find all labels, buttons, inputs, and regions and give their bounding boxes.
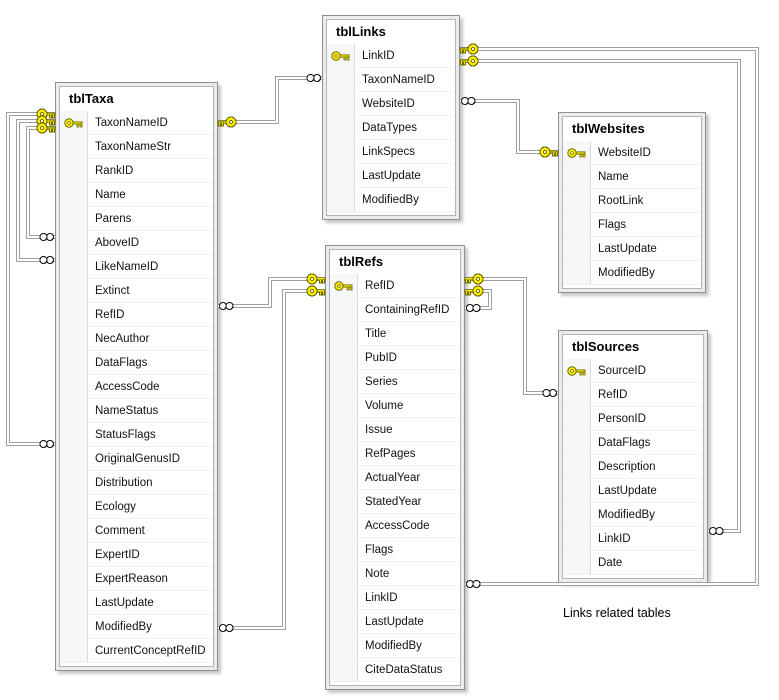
row-icon-cell <box>563 383 591 406</box>
field-name: Note <box>365 567 390 580</box>
field-row-AccessCode[interactable] <box>60 375 213 399</box>
field-name: DataFlags <box>95 356 148 369</box>
field-name: RefID <box>365 279 395 292</box>
row-icon-cell <box>330 466 358 489</box>
field-row-Flags[interactable] <box>330 538 460 562</box>
field-name: Volume <box>365 399 404 412</box>
row-icon-cell <box>60 423 88 446</box>
field-row-Series[interactable] <box>330 370 460 394</box>
field-row-RankID[interactable] <box>60 159 213 183</box>
field-name: LinkID <box>598 532 631 545</box>
field-row-LinkID[interactable] <box>330 586 460 610</box>
diagram-caption: Links related tables <box>563 606 671 620</box>
row-icon-cell <box>60 303 88 326</box>
relationship-line-inner <box>18 121 55 260</box>
field-name: TaxonNameStr <box>95 140 172 153</box>
row-icon-cell <box>60 543 88 566</box>
row-icon-cell <box>330 490 358 513</box>
field-row-ExpertReason[interactable] <box>60 567 213 591</box>
field-name: LinkID <box>362 49 395 62</box>
field-name: Issue <box>365 423 393 436</box>
primary-key-icon <box>563 141 591 164</box>
row-icon-cell <box>563 213 591 236</box>
field-row-Title[interactable] <box>330 322 460 346</box>
row-icon-cell <box>330 514 358 537</box>
row-icon-cell <box>60 159 88 182</box>
row-icon-cell <box>563 165 591 188</box>
field-row-LastUpdate[interactable] <box>60 591 213 615</box>
field-row-NecAuthor[interactable] <box>60 327 213 351</box>
field-row-ModifiedBy[interactable] <box>60 615 213 639</box>
field-rows <box>60 111 213 666</box>
table-title[interactable]: tblLinks <box>336 24 386 39</box>
field-row-Extinct[interactable] <box>60 279 213 303</box>
rel-taxa-links-taxonname[interactable] <box>218 75 322 128</box>
field-row-Ecology[interactable] <box>60 495 213 519</box>
rel-taxa-originalgenus-self[interactable] <box>8 109 55 448</box>
field-row-ModifiedBy[interactable] <box>330 634 460 658</box>
key-icon <box>37 109 55 119</box>
relationship-line-inner <box>28 128 55 237</box>
field-name: Distribution <box>95 476 153 489</box>
row-icon-cell <box>60 399 88 422</box>
field-rows <box>327 44 455 215</box>
field-row-LastUpdate[interactable] <box>563 237 701 261</box>
field-row-LastUpdate[interactable] <box>327 164 455 188</box>
field-name: WebsiteID <box>362 97 415 110</box>
row-icon-cell <box>563 237 591 260</box>
field-name: LastUpdate <box>365 615 424 628</box>
field-row-TaxonNameID[interactable] <box>327 68 455 92</box>
table-tblRefs[interactable] <box>325 245 465 690</box>
infinity-icon <box>467 305 481 312</box>
rel-refs-sources-refid[interactable] <box>465 274 558 397</box>
rel-refs-taxa-refid[interactable] <box>218 274 325 310</box>
field-row-OriginalGenusID[interactable] <box>60 447 213 471</box>
field-row-PubID[interactable] <box>330 346 460 370</box>
field-row-WebsiteID[interactable] <box>563 141 701 165</box>
field-row-Volume[interactable] <box>330 394 460 418</box>
field-name: Series <box>365 375 398 388</box>
row-icon-cell <box>563 407 591 430</box>
infinity-icon <box>40 441 54 448</box>
row-icon-cell <box>563 455 591 478</box>
rel-refs-containingref-self[interactable] <box>465 286 490 312</box>
field-rows <box>563 141 701 288</box>
field-name: StatedYear <box>365 495 422 508</box>
relationship-line-inner <box>218 78 322 122</box>
field-name: ActualYear <box>365 471 421 484</box>
field-name: DataFlags <box>598 436 651 449</box>
field-name: StatusFlags <box>95 428 156 441</box>
field-name: Title <box>365 327 387 340</box>
row-icon-cell <box>327 188 355 211</box>
field-row-ExpertID[interactable] <box>60 543 213 567</box>
field-rows <box>563 359 703 578</box>
table-tblTaxa[interactable] <box>55 82 218 671</box>
field-row-Date[interactable] <box>563 551 703 575</box>
field-row-ModifiedBy[interactable] <box>563 261 701 285</box>
relationship-line-inner <box>218 291 325 628</box>
table-title[interactable]: tblTaxa <box>69 91 114 106</box>
relationship-line-outer <box>465 279 558 393</box>
field-name: NameStatus <box>95 404 159 417</box>
infinity-icon <box>220 625 234 632</box>
field-row-ActualYear[interactable] <box>330 466 460 490</box>
row-icon-cell <box>330 322 358 345</box>
rel-websites-links-websiteid[interactable] <box>460 98 558 158</box>
field-name: PersonID <box>598 412 646 425</box>
field-name: ContainingRefID <box>365 303 450 316</box>
table-body <box>59 86 214 667</box>
key-icon <box>218 117 236 127</box>
field-name: LastUpdate <box>598 484 657 497</box>
row-icon-cell <box>60 375 88 398</box>
key-icon <box>307 286 325 296</box>
field-name: CiteDataStatus <box>365 663 443 676</box>
key-icon <box>37 123 55 133</box>
field-row-Issue[interactable] <box>330 418 460 442</box>
field-row-Parens[interactable] <box>60 207 213 231</box>
key-icon <box>331 49 351 63</box>
field-row-LastUpdate[interactable] <box>563 479 703 503</box>
relationship-line-outer <box>18 121 55 260</box>
rel-taxa-above-self[interactable] <box>28 123 55 241</box>
infinity-icon <box>467 581 481 588</box>
relationship-line-outer <box>8 114 55 444</box>
field-row-SourceID[interactable] <box>563 359 703 383</box>
field-name: ExpertID <box>95 548 140 561</box>
infinity-icon <box>220 303 234 310</box>
relationship-line-outer <box>218 279 325 306</box>
row-icon-cell <box>563 431 591 454</box>
row-icon-cell <box>60 255 88 278</box>
field-name: CurrentConceptRefID <box>95 644 206 657</box>
field-name: Description <box>598 460 656 473</box>
table-tblLinks[interactable] <box>322 15 460 220</box>
field-name: ExpertReason <box>95 572 168 585</box>
relationship-line-inner <box>465 279 558 393</box>
field-name: AccessCode <box>95 380 160 393</box>
table-title[interactable]: tblSources <box>572 339 640 354</box>
table-body <box>329 249 461 686</box>
field-name: Flags <box>365 543 394 556</box>
field-name: WebsiteID <box>598 146 651 159</box>
field-row-Description[interactable] <box>563 455 703 479</box>
relationship-line-inner <box>8 114 55 444</box>
row-icon-cell <box>60 567 88 590</box>
row-icon-cell <box>330 442 358 465</box>
table-body <box>562 116 702 289</box>
field-row-TaxonNameStr[interactable] <box>60 135 213 159</box>
field-name: NecAuthor <box>95 332 150 345</box>
field-name: OriginalGenusID <box>95 452 181 465</box>
field-row-DataFlags[interactable] <box>60 351 213 375</box>
row-icon-cell <box>330 370 358 393</box>
field-name: Ecology <box>95 500 136 513</box>
relationship-line-inner <box>465 291 490 308</box>
key-icon <box>540 147 558 157</box>
field-name: LinkSpecs <box>362 145 416 158</box>
row-icon-cell <box>327 116 355 139</box>
key-icon <box>465 286 483 296</box>
row-icon-cell <box>327 68 355 91</box>
key-icon <box>64 116 84 130</box>
table-body <box>562 334 704 579</box>
row-icon-cell <box>60 207 88 230</box>
row-icon-cell <box>60 447 88 470</box>
row-icon-cell <box>60 495 88 518</box>
infinity-icon <box>462 98 476 105</box>
field-name: ModifiedBy <box>365 639 422 652</box>
field-row-LikeNameID[interactable] <box>60 255 213 279</box>
row-icon-cell <box>60 591 88 614</box>
field-row-ModifiedBy[interactable] <box>327 188 455 212</box>
key-icon <box>37 116 55 126</box>
field-row-RootLink[interactable] <box>563 189 701 213</box>
field-row-Flags[interactable] <box>563 213 701 237</box>
field-name: Comment <box>95 524 145 537</box>
field-name: ModifiedBy <box>362 193 419 206</box>
field-name: Date <box>598 556 623 569</box>
relationship-line-outer <box>28 128 55 237</box>
row-icon-cell <box>330 394 358 417</box>
field-row-LinkID[interactable] <box>563 527 703 551</box>
table-tblWebsites[interactable] <box>558 112 706 293</box>
field-row-ModifiedBy[interactable] <box>563 503 703 527</box>
row-icon-cell <box>330 586 358 609</box>
field-name: AccessCode <box>365 519 430 532</box>
row-icon-cell <box>330 658 358 681</box>
field-name: RankID <box>95 164 134 177</box>
relationship-line-inner <box>218 279 325 306</box>
row-icon-cell <box>60 639 88 662</box>
rel-taxa-likename-self[interactable] <box>18 116 55 264</box>
row-icon-cell <box>60 615 88 638</box>
row-icon-cell <box>60 183 88 206</box>
infinity-icon <box>710 528 724 535</box>
key-icon <box>307 274 325 284</box>
table-title[interactable]: tblRefs <box>339 254 384 269</box>
relationship-line-outer <box>218 78 322 122</box>
field-name: PubID <box>365 351 397 364</box>
field-row-RefID[interactable] <box>60 303 213 327</box>
rel-refs-taxa-currentconcept[interactable] <box>218 286 325 632</box>
row-icon-cell <box>563 551 591 574</box>
field-row-StatedYear[interactable] <box>330 490 460 514</box>
field-row-RefPages[interactable] <box>330 442 460 466</box>
row-icon-cell <box>60 351 88 374</box>
row-icon-cell <box>60 135 88 158</box>
field-name: RefID <box>95 308 125 321</box>
primary-key-icon <box>327 44 355 67</box>
field-row-CurrentConceptRefID[interactable] <box>60 639 213 663</box>
field-name: RootLink <box>598 194 644 207</box>
row-icon-cell <box>563 261 591 284</box>
field-row-TaxonNameID[interactable] <box>60 111 213 135</box>
field-name: LastUpdate <box>598 242 657 255</box>
field-row-Name[interactable] <box>563 165 701 189</box>
field-name: LinkID <box>365 591 398 604</box>
field-name: Name <box>95 188 126 201</box>
infinity-icon <box>307 75 321 82</box>
relationship-line-outer <box>460 101 558 152</box>
row-icon-cell <box>60 327 88 350</box>
row-icon-cell <box>327 140 355 163</box>
row-icon-cell <box>563 503 591 526</box>
field-row-ContainingRefID[interactable] <box>330 298 460 322</box>
field-row-DataTypes[interactable] <box>327 116 455 140</box>
row-icon-cell <box>330 298 358 321</box>
relationship-line-inner <box>460 101 558 152</box>
field-name: Parens <box>95 212 132 225</box>
field-row-CiteDataStatus[interactable] <box>330 658 460 682</box>
field-name: SourceID <box>598 364 646 377</box>
field-row-AccessCode[interactable] <box>330 514 460 538</box>
row-icon-cell <box>563 527 591 550</box>
field-row-WebsiteID[interactable] <box>327 92 455 116</box>
field-name: RefID <box>598 388 628 401</box>
relationship-line-outer <box>218 291 325 628</box>
row-icon-cell <box>60 471 88 494</box>
field-row-DataFlags[interactable] <box>563 431 703 455</box>
field-row-PersonID[interactable] <box>563 407 703 431</box>
primary-key-icon <box>563 359 591 382</box>
field-name: LastUpdate <box>95 596 154 609</box>
field-row-RefID[interactable] <box>563 383 703 407</box>
field-name: LastUpdate <box>362 169 421 182</box>
row-icon-cell <box>330 346 358 369</box>
field-row-StatusFlags[interactable] <box>60 423 213 447</box>
field-name: ModifiedBy <box>598 266 655 279</box>
row-icon-cell <box>563 479 591 502</box>
primary-key-icon <box>60 111 88 134</box>
field-row-LinkID[interactable] <box>327 44 455 68</box>
field-name: LikeNameID <box>95 260 159 273</box>
key-icon <box>567 364 587 378</box>
table-tblSources[interactable] <box>558 330 708 583</box>
field-row-LastUpdate[interactable] <box>330 610 460 634</box>
key-icon <box>460 56 478 66</box>
row-icon-cell <box>330 610 358 633</box>
field-row-Distribution[interactable] <box>60 471 213 495</box>
row-icon-cell <box>327 92 355 115</box>
field-name: ModifiedBy <box>598 508 655 521</box>
field-row-LinkSpecs[interactable] <box>327 140 455 164</box>
row-icon-cell <box>327 164 355 187</box>
field-name: ModifiedBy <box>95 620 152 633</box>
infinity-icon <box>40 257 54 264</box>
field-row-Name[interactable] <box>60 183 213 207</box>
field-name: Flags <box>598 218 627 231</box>
field-name: RefPages <box>365 447 416 460</box>
infinity-icon <box>40 234 54 241</box>
table-title[interactable]: tblWebsites <box>572 121 645 136</box>
field-rows <box>330 274 460 685</box>
row-icon-cell <box>330 634 358 657</box>
primary-key-icon <box>330 274 358 297</box>
field-row-RefID[interactable] <box>330 274 460 298</box>
infinity-icon <box>543 390 557 397</box>
field-name: TaxonNameID <box>362 73 435 86</box>
key-icon <box>334 279 354 293</box>
row-icon-cell <box>60 279 88 302</box>
key-icon <box>465 274 483 284</box>
field-name: TaxonNameID <box>95 116 168 129</box>
row-icon-cell <box>330 562 358 585</box>
field-row-AboveID[interactable] <box>60 231 213 255</box>
row-icon-cell <box>330 418 358 441</box>
field-name: DataTypes <box>362 121 417 134</box>
field-name: AboveID <box>95 236 140 249</box>
field-row-Note[interactable] <box>330 562 460 586</box>
row-icon-cell <box>330 538 358 561</box>
field-name: Extinct <box>95 284 130 297</box>
row-icon-cell <box>60 231 88 254</box>
row-icon-cell <box>60 519 88 542</box>
field-name: Name <box>598 170 629 183</box>
table-body <box>326 19 456 216</box>
field-row-NameStatus[interactable] <box>60 399 213 423</box>
field-row-Comment[interactable] <box>60 519 213 543</box>
relationship-line-outer <box>465 291 490 308</box>
key-icon <box>567 146 587 160</box>
row-icon-cell <box>563 189 591 212</box>
key-icon <box>460 44 478 54</box>
